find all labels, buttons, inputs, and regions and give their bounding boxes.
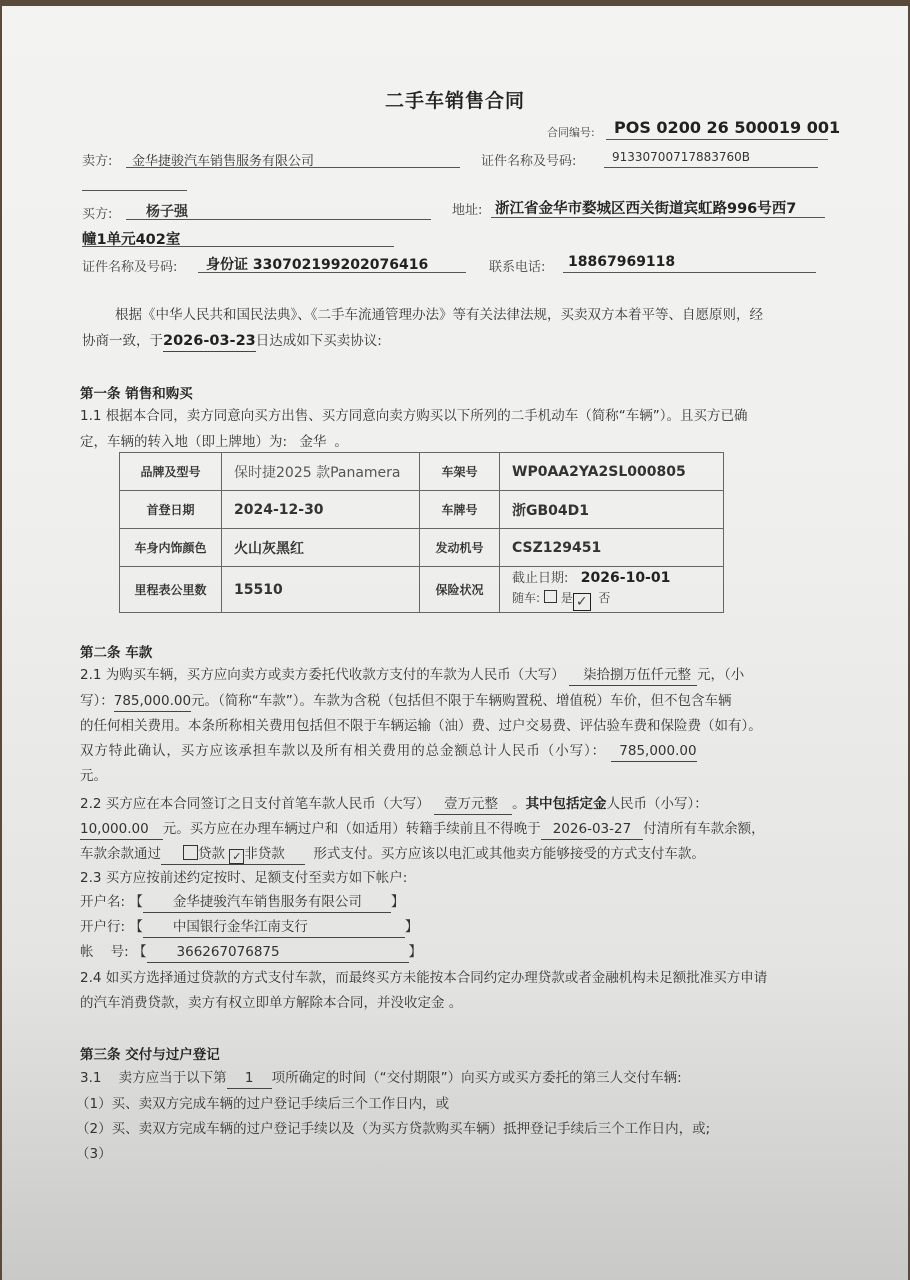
- delivery-item-no: 1: [227, 1068, 272, 1089]
- price-upper: 柒拾捌万伍仟元整: [569, 665, 697, 686]
- seller-id-label: 证件名称及号码:: [481, 154, 577, 169]
- insurance-header: 保险状况: [420, 567, 500, 613]
- with-car-yes-checkbox[interactable]: [544, 590, 557, 603]
- buyer-id-underline: [198, 272, 466, 273]
- article1-p1-line1: 1.1 根据本合同，卖方同意向买方出售、买方同意向卖方购买以下所列的二手机动车（简称“车辆”）。且买方已确: [80, 408, 748, 424]
- first-reg-date-header: 首登日期: [120, 491, 222, 529]
- account-number-row: 帐 号: 【 366267076875 】: [80, 942, 422, 963]
- check-icon: ✓: [232, 850, 242, 863]
- non-loan-label: 非贷款: [244, 846, 285, 862]
- engine-no-value: CSZ129451: [500, 529, 724, 567]
- page-title: 二手车销售合同: [384, 90, 525, 112]
- buyer-phone-underline: [563, 272, 816, 273]
- registration-city: 金华: [291, 432, 334, 453]
- with-car-yes-label: 是: [560, 591, 573, 605]
- account-name: 金华捷骏汽车销售服务有限公司: [143, 892, 391, 913]
- vin-value: WP0AA2YA2SL000805: [500, 453, 724, 491]
- buyer-name: 杨子强: [146, 204, 188, 220]
- non-loan-checkbox[interactable]: [229, 849, 244, 864]
- table-row: [120, 529, 724, 567]
- buyer-address-underline-2: [82, 246, 394, 247]
- account-bank-row: 开户行: 【 中国银行金华江南支行 】: [80, 917, 418, 938]
- color-value: 火山灰黑红: [222, 529, 420, 567]
- buyer-id-value: 身份证 330702199202076416: [206, 257, 429, 273]
- article2-p22-line1: 2.2 买方应在本合同签订之日支付首笔车款人民币（大写） 壹万元整 。其中包括定金人民币（小写）：: [80, 794, 708, 815]
- buyer-address-line1: 浙江省金华市婺城区西关街道宾虹路996号西7: [495, 201, 797, 217]
- buyer-phone-label: 联系电话:: [489, 260, 546, 275]
- account-bank: 中国银行金华江南支行: [143, 917, 405, 938]
- plate-value: 浙GB04D1: [500, 491, 724, 529]
- table-row: [120, 453, 724, 491]
- price-lower: 785,000.00: [114, 691, 191, 712]
- seller-id-underline-cont: [82, 190, 187, 191]
- buyer-address-line2: 幢1单元402室: [82, 232, 181, 248]
- balance-deadline: 2026-03-27: [541, 819, 643, 840]
- table-row: [120, 491, 724, 529]
- total-amount: 785,000.00: [611, 741, 696, 762]
- with-car-label: 随车:: [512, 591, 541, 605]
- article2-p23-intro: 2.3 买方应按前述约定按时、足额支付至卖方如下帐户:: [80, 870, 408, 886]
- color-header: 车身内饰颜色: [120, 529, 222, 567]
- article2-p22-line2: 10,000.00 元。买方应在办理车辆过户和（如适用）转籍手续前且不得晚于 2026-03-27 付清所有车款余额，: [80, 819, 765, 840]
- insurance-deadline-value: 2026-10-01: [580, 570, 671, 586]
- delivery-option-2: （2）买、卖双方完成车辆的过户登记手续以及（为买方贷款购买车辆）抵押登记手续后三个工作日内，或;: [76, 1121, 711, 1137]
- delivery-option-3: （3）: [76, 1146, 112, 1162]
- mileage-header: 里程表公里数: [120, 567, 222, 613]
- first-reg-date-value: 2024-12-30: [222, 491, 420, 529]
- vin-header: 车架号: [420, 453, 500, 491]
- seller-underline: [126, 167, 460, 168]
- delivery-option-1: （1）买、卖双方完成车辆的过户登记手续后三个工作日内，或: [76, 1096, 450, 1112]
- account-name-row: 开户名: 【 金华捷骏汽车销售服务有限公司 】: [80, 892, 404, 913]
- contract-no-label: 合同编号:: [547, 126, 595, 139]
- article1-title: 第一条 销售和购买: [80, 386, 193, 402]
- brand-model-value: 保时捷2025 款Panamera: [222, 453, 420, 491]
- preamble-line1: 根据《中华人民共和国民法典》、《二手车流通管理办法》等有关法律法规，买卖双方本着平等、自愿原则，经: [115, 307, 763, 323]
- article2-p21-line3: 的任何相关费用。本条所称相关费用包括但不限于车辆运输（油）费、过户交易费、评估验车费和保险费（如有）。: [80, 718, 762, 734]
- buyer-address-underline: [491, 217, 825, 218]
- buyer-id-label: 证件名称及号码:: [82, 260, 178, 275]
- vehicle-info-table: [119, 452, 724, 613]
- with-car-no-label: 否: [598, 591, 611, 605]
- contract-no-underline: [606, 139, 828, 140]
- preamble-line2: 协商一致，于2026-03-23日达成如下买卖协议:: [82, 331, 382, 352]
- article1-p1-line2: 定，车辆的转入地（即上牌地）为: 金华 。: [80, 432, 348, 453]
- article2-p21-line4: 双方特此确认，买方应该承担车款以及所有相关费用的总金额总计人民币（小写）： 785,000.00: [80, 741, 697, 762]
- buyer-label: 买方:: [82, 207, 113, 222]
- seller-id-value: 91330700717883760B: [612, 150, 751, 164]
- mileage-value: 15510: [222, 567, 420, 613]
- agreement-date: 2026-03-23: [163, 331, 256, 352]
- seller-label: 卖方:: [82, 154, 113, 169]
- check-icon: ✓: [575, 594, 588, 610]
- buyer-address-label: 地址:: [452, 203, 483, 218]
- buyer-phone-value: 18867969118: [568, 254, 676, 270]
- table-row: [120, 567, 724, 613]
- account-number: 366267076875: [147, 942, 409, 963]
- deposit-amount: 10,000.00: [80, 819, 163, 840]
- insurance-deadline-label: 截止日期:: [512, 571, 569, 586]
- article3-p31: 3.1 卖方应当于以下第 1 项所确定的时间（“交付期限”）向买方或买方委托的第三人交付车辆:: [80, 1068, 682, 1089]
- article2-title: 第二条 车款: [80, 645, 153, 661]
- article2-p24-line1: 2.4 如买方选择通过贷款的方式支付车款，而最终买方未能按本合同约定办理贷款或者金融机构未足额批准买方申请: [80, 970, 768, 986]
- contract-no-value: POS 0200 26 500019 001: [614, 118, 841, 137]
- article2-p22-line3: 车款余款通过 贷款 ✓ 非贷款 形式支付。买方应该以电汇或其他卖方能够接受的方式支付车款。: [80, 846, 705, 863]
- article3-title: 第三条 交付与过户登记: [80, 1047, 220, 1063]
- loan-label: 贷款: [198, 846, 225, 862]
- with-car-no-checkbox[interactable]: [573, 593, 591, 611]
- seller-name: 金华捷骏汽车销售服务有限公司: [132, 154, 315, 169]
- buyer-underline: [126, 219, 431, 220]
- insurance-cell: [500, 567, 724, 613]
- article2-p21-line5: 元。: [80, 768, 107, 784]
- article2-p24-line2: 的汽车消费贷款，卖方有权立即单方解除本合同，并没收定金 。: [80, 995, 463, 1011]
- engine-no-header: 发动机号: [420, 529, 500, 567]
- plate-header: 车牌号: [420, 491, 500, 529]
- brand-model-header: 品牌及型号: [120, 453, 222, 491]
- seller-id-underline: [604, 167, 818, 168]
- loan-checkbox[interactable]: [183, 845, 198, 860]
- first-payment-upper: 壹万元整: [434, 794, 512, 815]
- article2-p21-line1: 2.1 为购买车辆，买方应向卖方或卖方委托代收款方支付的车款为人民币（大写） 柒拾捌万伍仟元整 元，（小: [80, 665, 744, 686]
- article2-p21-line2: 写）：785,000.00元。（简称“车款”）。车款为含税（包括但不限于车辆购置税、增值税）车价，但不包含车辆: [80, 691, 732, 712]
